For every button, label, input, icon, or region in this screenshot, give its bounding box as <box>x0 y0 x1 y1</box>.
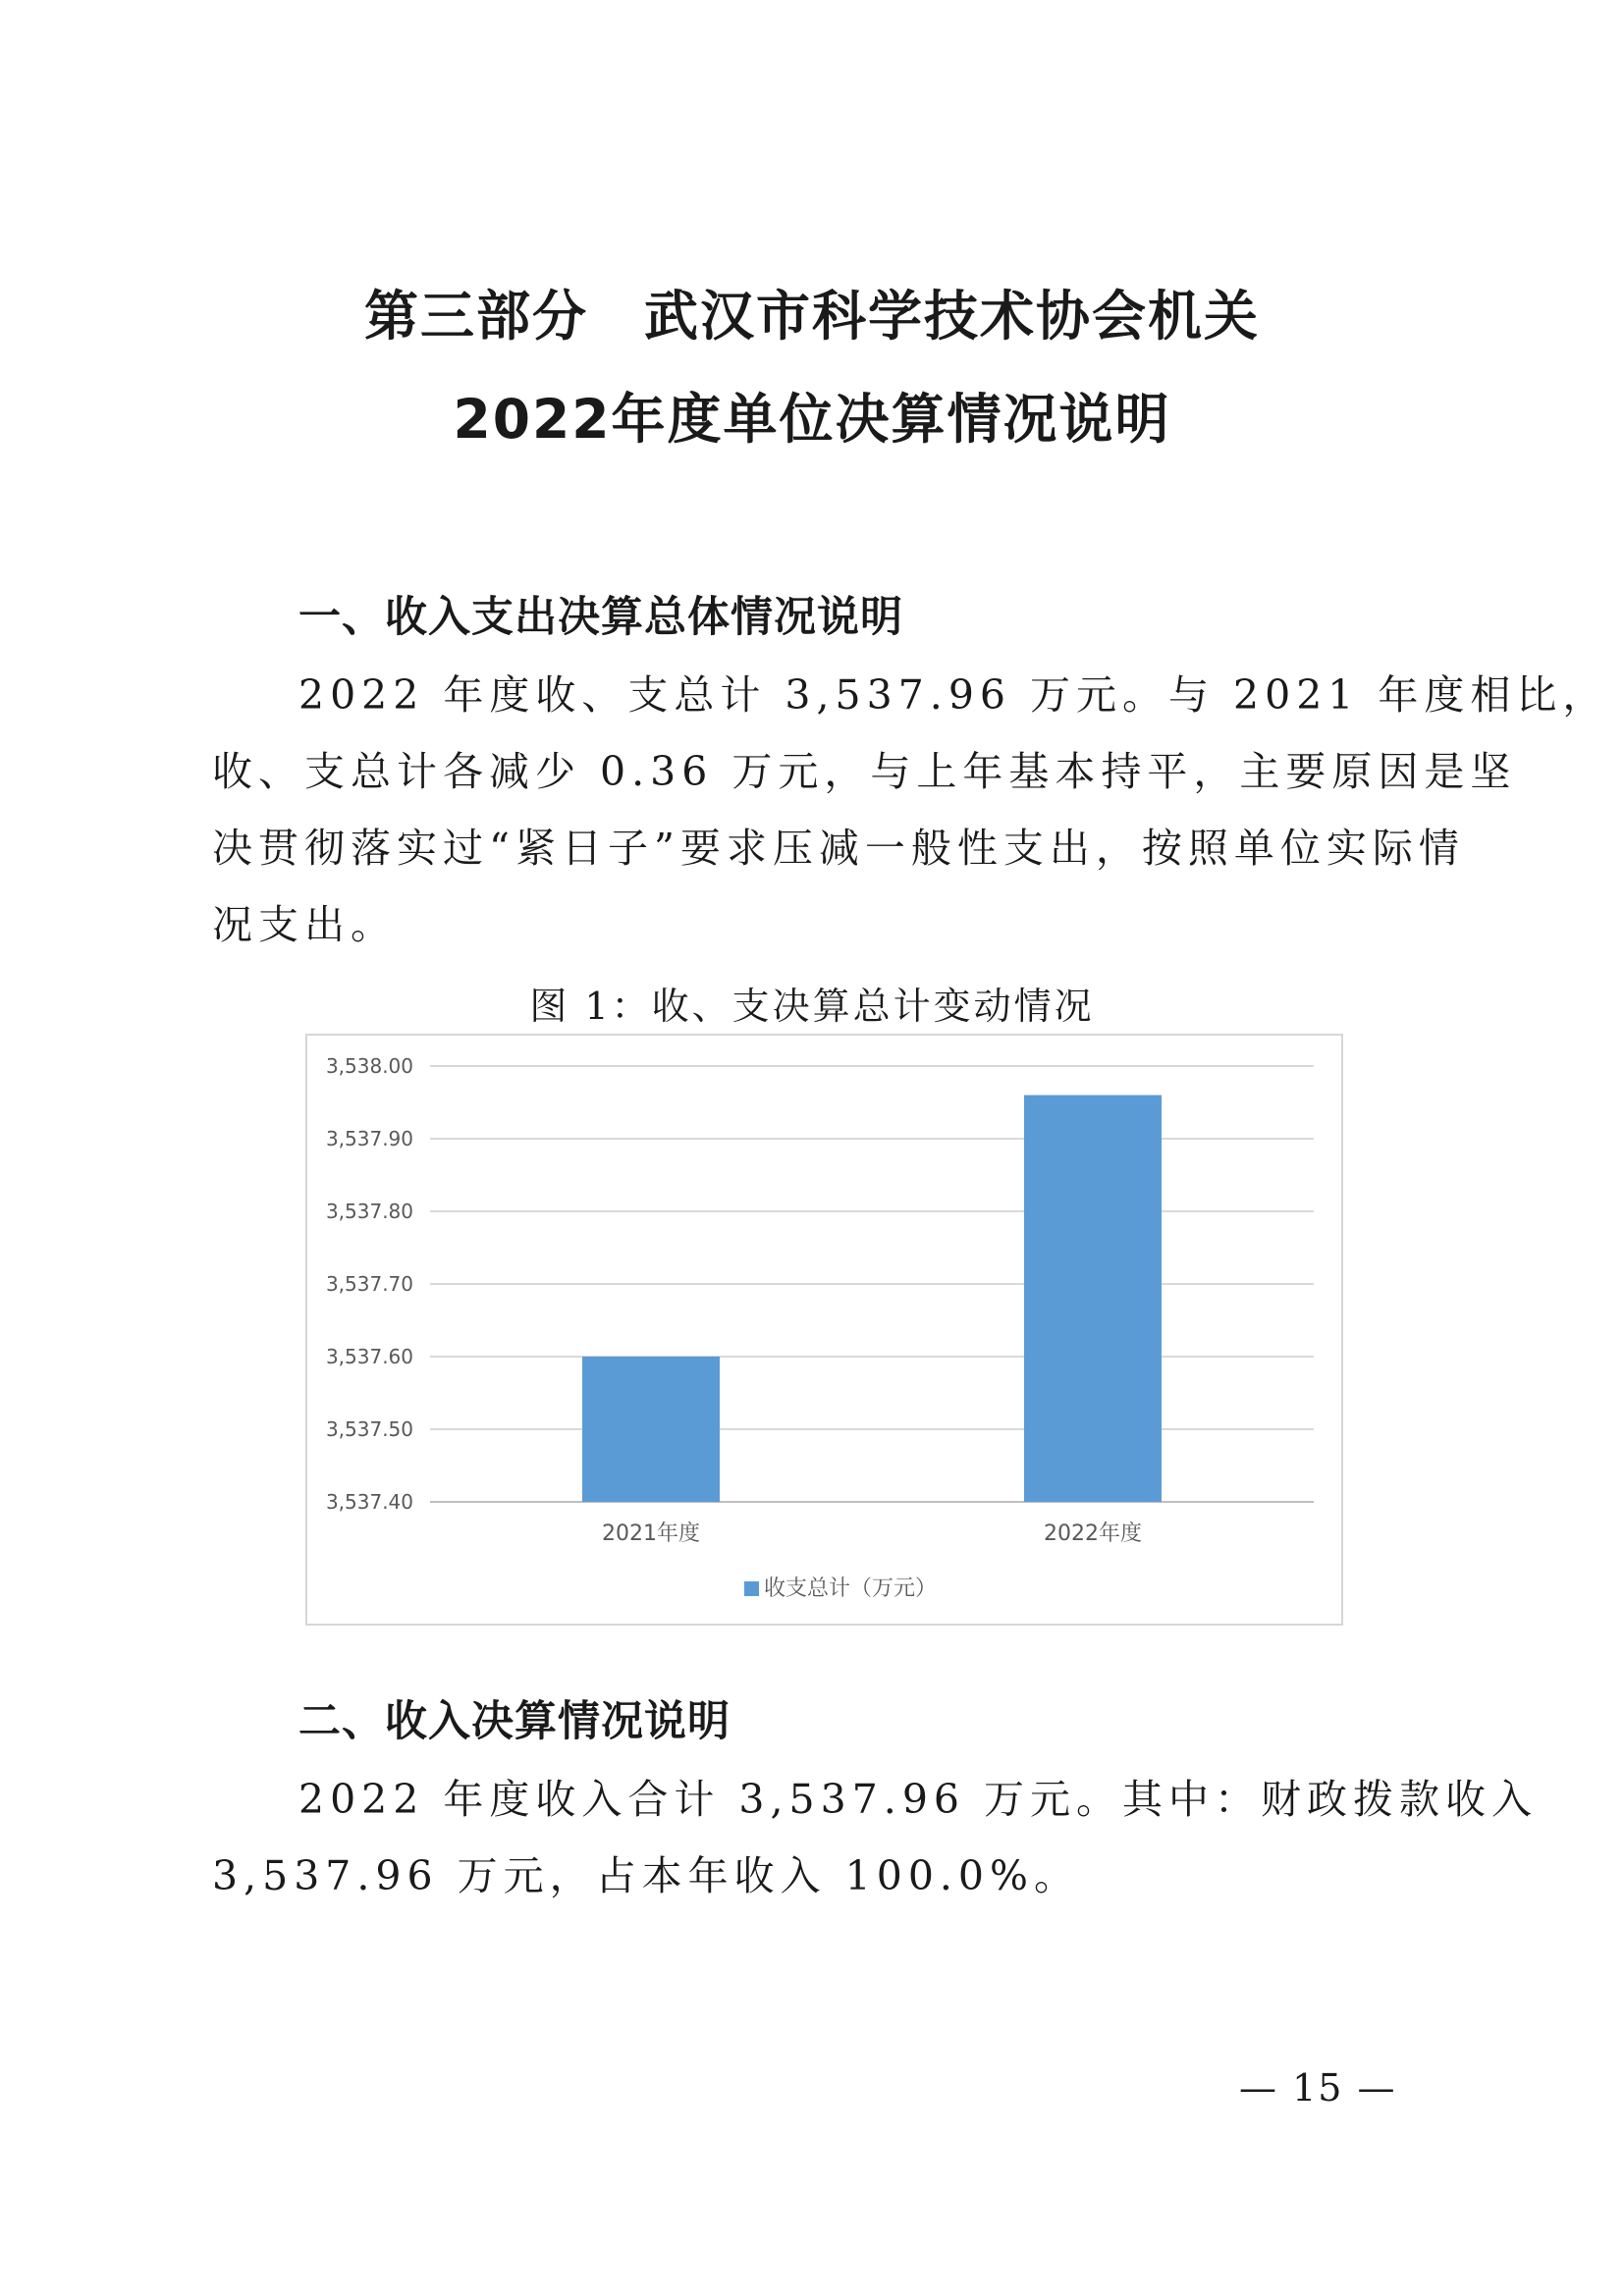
legend-label: 收支总计（万元） <box>764 1576 938 1601</box>
section-1-line-1: 2022 年度收、支总计 3,537.96 万元。与 2021 年度相比， <box>298 671 1609 719</box>
y-tick-label-2: 3,537.60 <box>325 1345 413 1368</box>
figure-1-caption: 图 1：收、支决算总计变动情况 <box>529 985 1095 1028</box>
y-tick-label-3: 3,537.70 <box>325 1272 413 1296</box>
page-number: — 15 — <box>1239 2066 1397 2109</box>
x-tick-label-0: 2021年度 <box>602 1522 700 1546</box>
section-1-line-4: 况支出。 <box>212 901 397 948</box>
bar-1 <box>1024 1095 1162 1502</box>
y-tick-label-1: 3,537.50 <box>325 1417 413 1441</box>
bar-chart-svg <box>307 1036 1341 1624</box>
bar-0 <box>582 1357 720 1502</box>
y-tick-label-4: 3,537.80 <box>325 1200 413 1223</box>
figure-1-chart <box>305 1034 1343 1626</box>
section-1-line-2: 收、支总计各减少 0.36 万元，与上年基本持平，主要原因是坚 <box>212 748 1517 795</box>
y-tick-label-0: 3,537.40 <box>325 1490 413 1514</box>
section-2-line-2: 3,537.96 万元，占本年收入 100.0%。 <box>212 1852 1080 1899</box>
legend-swatch <box>744 1581 759 1596</box>
x-tick-label-1: 2022年度 <box>1044 1522 1142 1546</box>
section-2-heading: 二、收入决算情况说明 <box>298 1697 731 1746</box>
section-1-heading: 一、收入支出决算总体情况说明 <box>298 593 903 642</box>
page-title-line-1: 第三部分 武汉市科学技术协会机关 <box>363 285 1260 347</box>
page-title-line-2: 2022年度单位决算情况说明 <box>453 388 1171 451</box>
section-1-line-3: 决贯彻落实过“紧日子”要求压减一般性支出，按照单位实际情 <box>212 825 1465 872</box>
section-2-line-1: 2022 年度收入合计 3,537.96 万元。其中：财政拨款收入 <box>298 1776 1539 1823</box>
y-tick-label-6: 3,538.00 <box>325 1054 413 1078</box>
y-tick-label-5: 3,537.90 <box>325 1127 413 1150</box>
